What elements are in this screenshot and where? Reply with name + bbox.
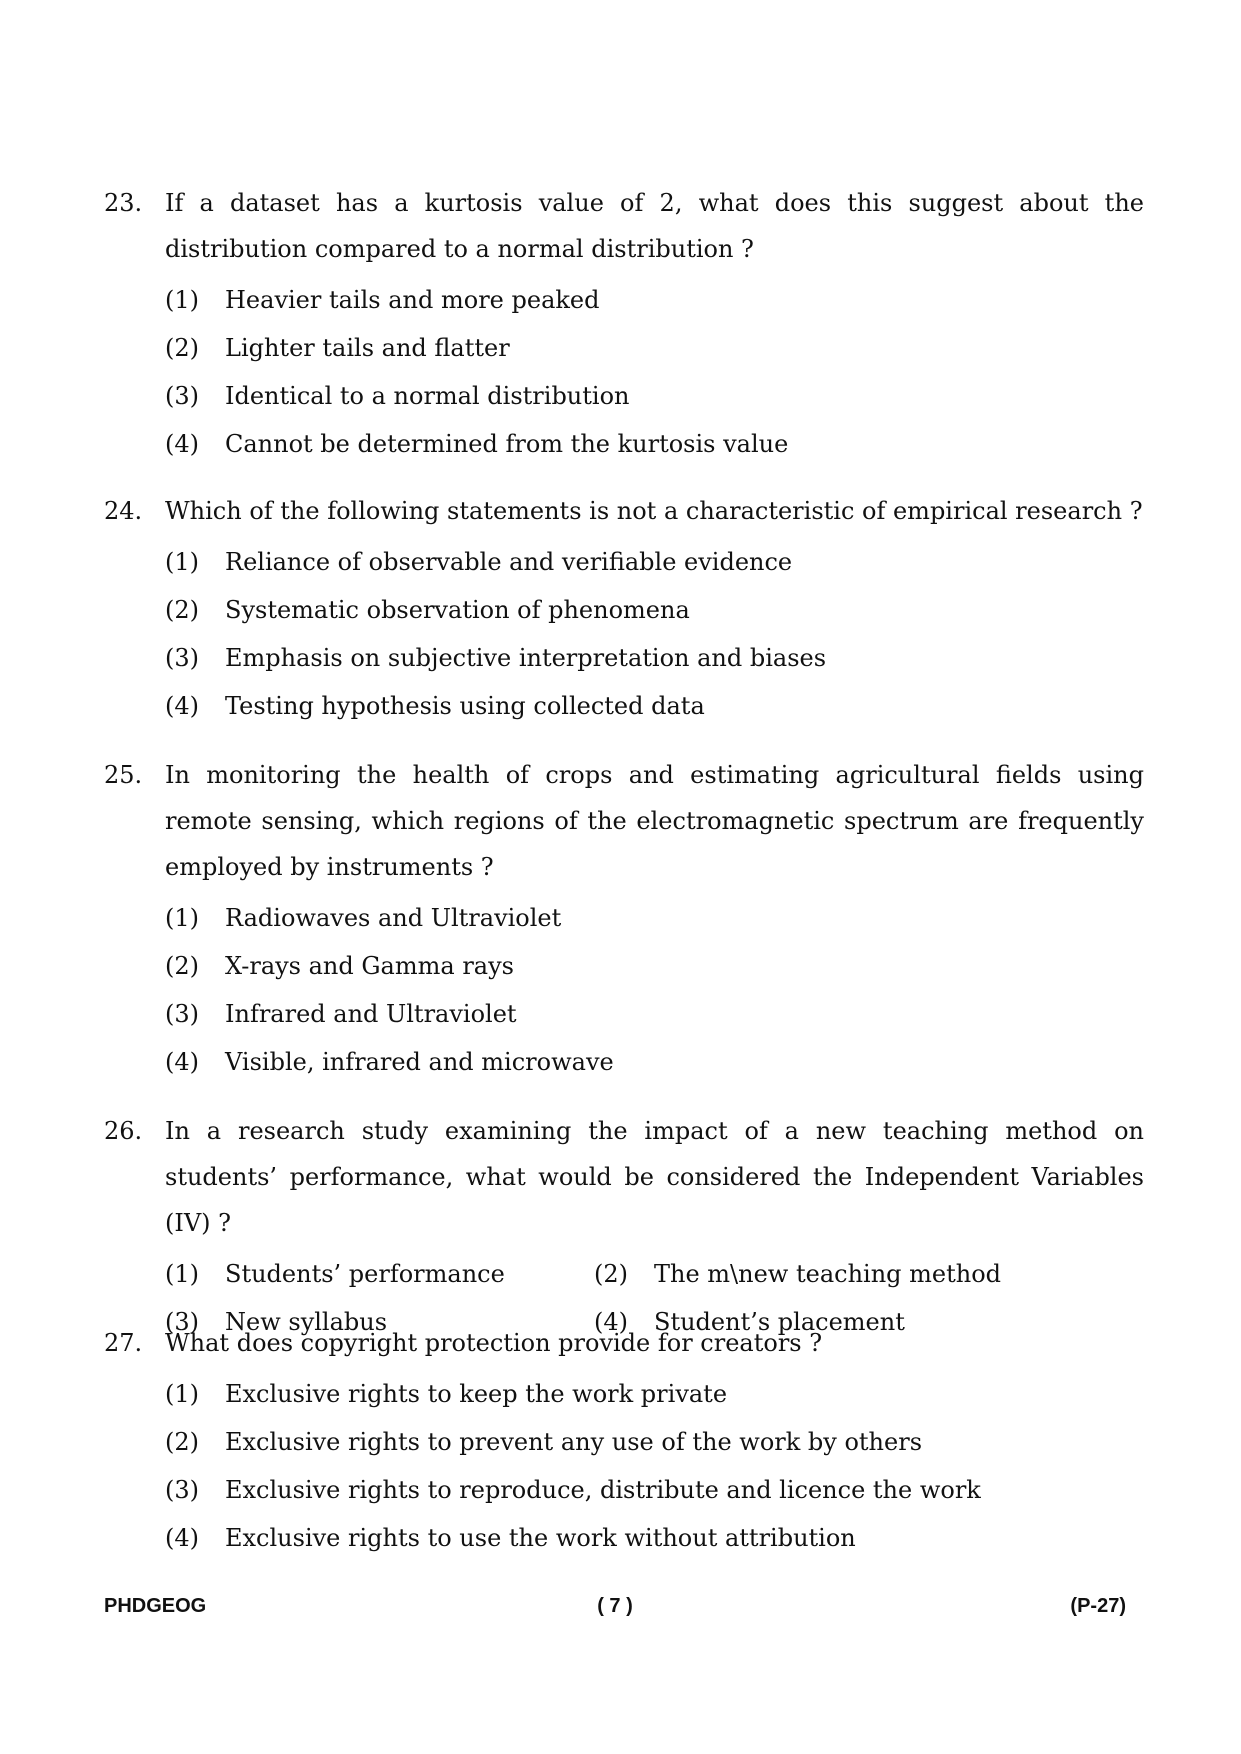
option-text: The m\new teaching method [654,1260,1002,1288]
option-text: Exclusive rights to keep the work private [225,1380,728,1408]
question-number: 26. [104,1117,143,1145]
option-2 [594,1250,1014,1298]
option-1 [165,538,1144,586]
option-text: Systematic observation of phenomena [225,596,690,624]
question-number: 23. [104,189,143,217]
option-2 [165,586,1144,634]
option-text: Identical to a normal distribution [225,382,630,410]
option-number: (4) [165,1524,199,1552]
option-4 [165,1038,1144,1086]
question-23 [104,180,1144,468]
option-4 [165,420,1144,468]
question-number: 24. [104,497,143,525]
question-text: What does copyright protection provide for creators ? [165,1329,823,1357]
option-3 [165,372,1144,420]
question-27 [104,1320,1144,1562]
option-3 [165,1466,1144,1514]
option-text: New syllabus [225,1308,388,1336]
option-1 [165,894,1144,942]
option-number: (4) [165,430,199,458]
option-number: (1) [165,904,199,932]
option-number: (2) [165,596,199,624]
option-1 [165,1250,594,1298]
option-number: (3) [165,1000,199,1028]
option-number: (1) [165,1380,199,1408]
question-text: In a research study examining the impact of a new teaching method on students’ performance, what would be considered the Independent Variables (IV) ? [165,1117,1144,1237]
option-4 [165,1514,1144,1562]
option-text: Exclusive rights to prevent any use of the work by others [225,1428,923,1456]
option-text: Exclusive rights to reproduce, distribute and licence the work [225,1476,981,1504]
option-text: Reliance of observable and verifiable evidence [225,548,793,576]
option-text: Exclusive rights to use the work without attribution [225,1524,856,1552]
option-2 [165,1418,1144,1466]
option-2 [165,324,1144,372]
option-3 [165,634,1144,682]
option-number: (1) [165,1260,199,1288]
option-list [165,894,1144,1086]
option-number: (1) [165,286,199,314]
option-list [165,1370,1144,1562]
option-number: (4) [165,1048,199,1076]
paper-code: PHDGEOG [104,1595,207,1617]
option-number: (2) [165,334,199,362]
option-text: Students’ performance [225,1260,505,1288]
question-number: 25. [104,761,143,789]
question-text: In monitoring the health of crops and estimating agricultural fields using remote sensing, which regions of the electromagnetic spectrum are frequently employed by instruments ? [165,761,1144,881]
option-number: (2) [165,952,199,980]
option-text: X-rays and Gamma rays [225,952,514,980]
option-4 [165,682,1144,730]
page-footer [104,1595,1126,1627]
question-24 [104,488,1144,730]
question-text: If a dataset has a kurtosis value of 2, what does this suggest about the distribution compared to a normal distribution ? [165,189,1144,263]
question-26 [104,1108,1144,1346]
page-number: ( 7 ) [597,1595,633,1617]
option-list [165,276,1144,468]
option-text: Testing hypothesis using collected data [225,692,705,720]
option-2 [165,942,1144,990]
option-number: (3) [165,382,199,410]
option-number: (4) [594,1308,628,1336]
paper-series: (P-27) [1070,1595,1126,1617]
option-3 [165,990,1144,1038]
option-text: Visible, infrared and microwave [225,1048,614,1076]
option-number: (3) [165,1476,199,1504]
option-1 [165,276,1144,324]
question-text: Which of the following statements is not a characteristic of empirical research ? [165,497,1143,525]
option-text: Student’s placement [654,1308,905,1336]
option-number: (2) [594,1260,628,1288]
option-text: Radiowaves and Ultraviolet [225,904,562,932]
option-number: (2) [165,1428,199,1456]
option-text: Emphasis on subjective interpretation and biases [225,644,827,672]
option-number: (3) [165,644,199,672]
option-list [165,538,1144,730]
option-number: (3) [165,1308,199,1336]
option-text: Infrared and Ultraviolet [225,1000,517,1028]
option-1 [165,1370,1144,1418]
option-number: (4) [165,692,199,720]
option-text: Lighter tails and flatter [225,334,510,362]
question-25 [104,752,1144,1086]
option-text: Heavier tails and more peaked [225,286,600,314]
option-text: Cannot be determined from the kurtosis value [225,430,789,458]
option-number: (1) [165,548,199,576]
question-number: 27. [104,1329,143,1357]
